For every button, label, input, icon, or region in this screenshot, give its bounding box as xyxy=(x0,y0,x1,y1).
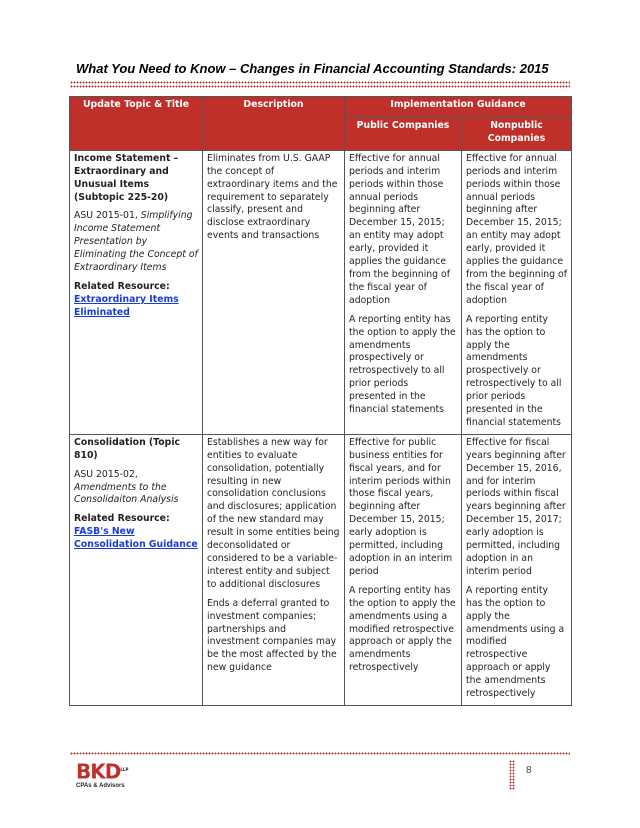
asu-title: Simplifying Income Statement Presentation by Eliminating the Concept of Extraordinary Items xyxy=(74,210,198,274)
nonpublic-effective-date: Effective for annual periods and interim periods within those annual periods beginning after December 15, 2015; an entity may adopt early, provided it applies the guidance from the beginning of the fiscal year of adoption xyxy=(466,152,567,306)
related-resource xyxy=(74,281,198,320)
topic-title: Income Statement – Extraordinary and Unusual Items (Subtopic 225-20) xyxy=(74,152,179,203)
related-resource-link[interactable]: FASB's New Consolidation Guidance xyxy=(74,526,198,551)
column-header-nonpublic: Nonpublic Companies xyxy=(462,118,572,151)
nonpublic-effective-date: Effective for fiscal years beginning after December 15, 2016, and for interim periods within fiscal years beginning after December 15, 2017; early adoption is permitted, including adoption in an interim period xyxy=(466,436,566,577)
nonpublic-transition: A reporting entity has the option to apply the amendments prospectively or retrospectively to all prior periods presented in the financial statements xyxy=(466,313,562,428)
column-group-header-implementation: Implementation Guidance xyxy=(345,97,572,118)
description-paragraph: Establishes a new way for entities to evaluate consolidation, potentially resulting in new consolidation conclusions and disclosures; application of the new standard may result in some entities being deconsolidated or considered to be a variable-interest entity and subject to additional disclosures xyxy=(207,436,340,590)
nonpublic-transition: A reporting entity has the option to apply the amendments using a modified retrospective approach or apply the amendments retrospectively xyxy=(466,584,565,700)
related-resource-label: Related Resource: xyxy=(74,513,170,525)
description-cell xyxy=(203,150,345,434)
related-resource xyxy=(74,513,198,552)
public-transition: A reporting entity has the option to apply the amendments using a modified retrospective approach or apply the amendments retrospectively xyxy=(349,584,456,674)
public-transition: A reporting entity has the option to apply the amendments prospectively or retrospectively to all prior periods presented in the financial statements xyxy=(349,313,456,416)
page-title: What You Need to Know – Changes in Financial Accounting Standards: 2015 xyxy=(76,61,549,76)
topic-cell xyxy=(70,434,203,705)
public-companies-cell xyxy=(345,150,462,434)
asu-reference xyxy=(74,469,198,508)
title-divider xyxy=(70,81,570,84)
logo-wordmark: $BKD^{LLP}$ xyxy=(76,759,129,784)
asu-number: ASU 2015-02, xyxy=(74,468,138,480)
table-row xyxy=(70,150,572,434)
page-number: 8 xyxy=(526,765,532,776)
related-resource-link[interactable]: Extraordinary Items Eliminated xyxy=(74,293,179,318)
topic-cell xyxy=(70,150,203,434)
public-companies-cell xyxy=(345,434,462,705)
nonpublic-companies-cell xyxy=(462,434,572,705)
asu-reference xyxy=(74,210,198,275)
standards-table xyxy=(69,96,572,706)
column-header-public: Public Companies xyxy=(345,118,462,151)
column-header-description: Description xyxy=(203,97,345,151)
topic-title: Consolidation (Topic 810) xyxy=(74,436,181,461)
bkd-logo xyxy=(76,760,136,792)
table-row xyxy=(70,434,572,705)
logo-tagline: CPAs & Advisors xyxy=(76,782,125,789)
column-header-topic: Update Topic & Title xyxy=(70,97,203,151)
description-paragraph: Ends a deferral granted to investment companies; partnerships and investment companies may be the most affected by the new guidance xyxy=(207,597,337,674)
description-cell xyxy=(203,434,345,705)
footer-dot-column xyxy=(509,760,515,790)
asu-title: Amendments to the Consolidaiton Analysis xyxy=(74,481,179,506)
public-effective-date: Effective for public business entities for fiscal years, and for interim periods within those fiscal years, beginning after December 15, 2015; early adoption is permitted, including adoption in an interim period xyxy=(349,436,453,577)
nonpublic-companies-cell xyxy=(462,150,572,434)
asu-number: ASU 2015-01, xyxy=(74,210,138,222)
title-divider-second xyxy=(70,85,570,88)
related-resource-label: Related Resource: xyxy=(74,280,170,292)
footer-divider xyxy=(70,752,570,755)
public-effective-date: Effective for annual periods and interim periods within those annual periods beginning after December 15, 2015; an entity may adopt early, provided it applies the guidance from the beginning of the fiscal year of adoption xyxy=(349,152,450,306)
description-paragraph: Eliminates from U.S. GAAP the concept of extraordinary items and the requirement to separately classify, present and disclose extraordinary events and transactions xyxy=(207,152,338,242)
